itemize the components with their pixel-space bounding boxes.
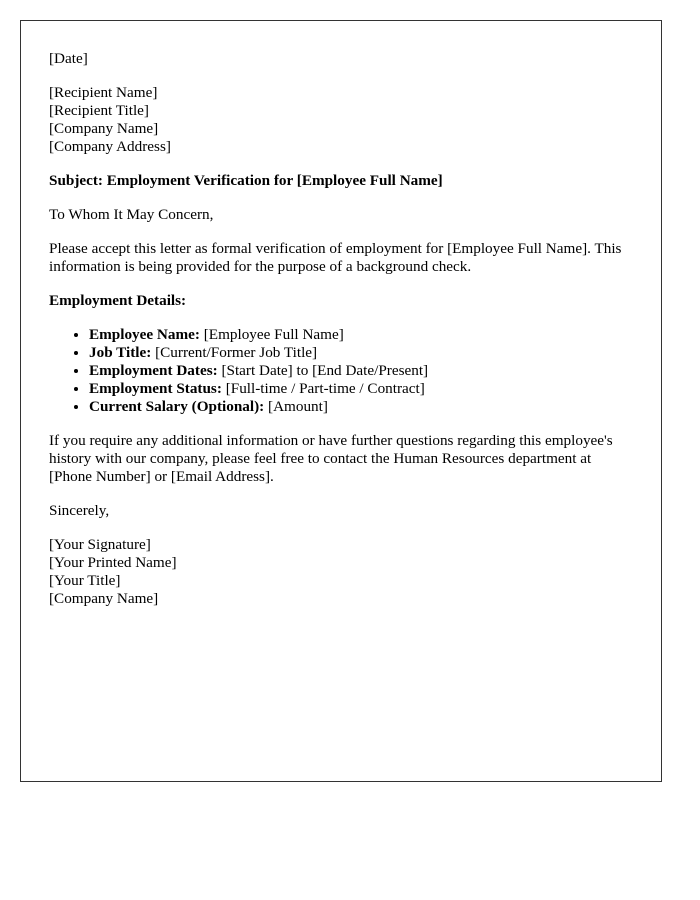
- closing-paragraph: If you require any additional information or have further questions regarding this employee's history with our company, please feel free to contact the Human Resources department at [Phone Number] or [Email Address].: [49, 432, 613, 485]
- list-item: [89, 398, 634, 416]
- list-item: [89, 362, 634, 380]
- detail-label: Employment Status:: [89, 380, 222, 397]
- signature-block: [49, 536, 634, 608]
- letter-date: [Date]: [49, 50, 88, 67]
- list-item: [89, 326, 634, 344]
- detail-value: [Current/Former Job Title]: [151, 344, 318, 361]
- signer-title: [Your Title]: [49, 572, 121, 589]
- recipient-title: [Recipient Title]: [49, 102, 149, 119]
- printed-name: [Your Printed Name]: [49, 554, 177, 571]
- recipient-company: [Company Name]: [49, 120, 159, 137]
- detail-value: [Start Date] to [End Date/Present]: [217, 362, 429, 379]
- employment-details-list: [49, 326, 634, 416]
- detail-label: Current Salary (Optional):: [89, 398, 265, 415]
- list-item: [89, 380, 634, 398]
- detail-label: Job Title:: [89, 344, 152, 361]
- list-item: [89, 344, 634, 362]
- recipient-address: [Company Address]: [49, 138, 171, 155]
- detail-value: [Full-time / Part-time / Contract]: [221, 380, 425, 397]
- letter-subject: Subject: Employment Verification for [Employee Full Name]: [49, 172, 443, 189]
- recipient-block: [49, 84, 634, 156]
- detail-label: Employment Dates:: [89, 362, 218, 379]
- signer-company: [Company Name]: [49, 590, 159, 607]
- letter-page: [20, 20, 662, 782]
- intro-paragraph: Please accept this letter as formal verification of employment for [Employee Full Name]. This information is being provided for the purpose of a background check.: [49, 240, 622, 275]
- salutation: To Whom It May Concern,: [49, 206, 214, 223]
- details-heading: Employment Details:: [49, 292, 187, 309]
- detail-label: Employee Name:: [89, 326, 200, 343]
- letter-body: [49, 50, 634, 608]
- signature-line: [Your Signature]: [49, 536, 151, 553]
- detail-value: [Employee Full Name]: [199, 326, 344, 343]
- recipient-name: [Recipient Name]: [49, 84, 158, 101]
- detail-value: [Amount]: [264, 398, 328, 415]
- sign-off: Sincerely,: [49, 502, 110, 519]
